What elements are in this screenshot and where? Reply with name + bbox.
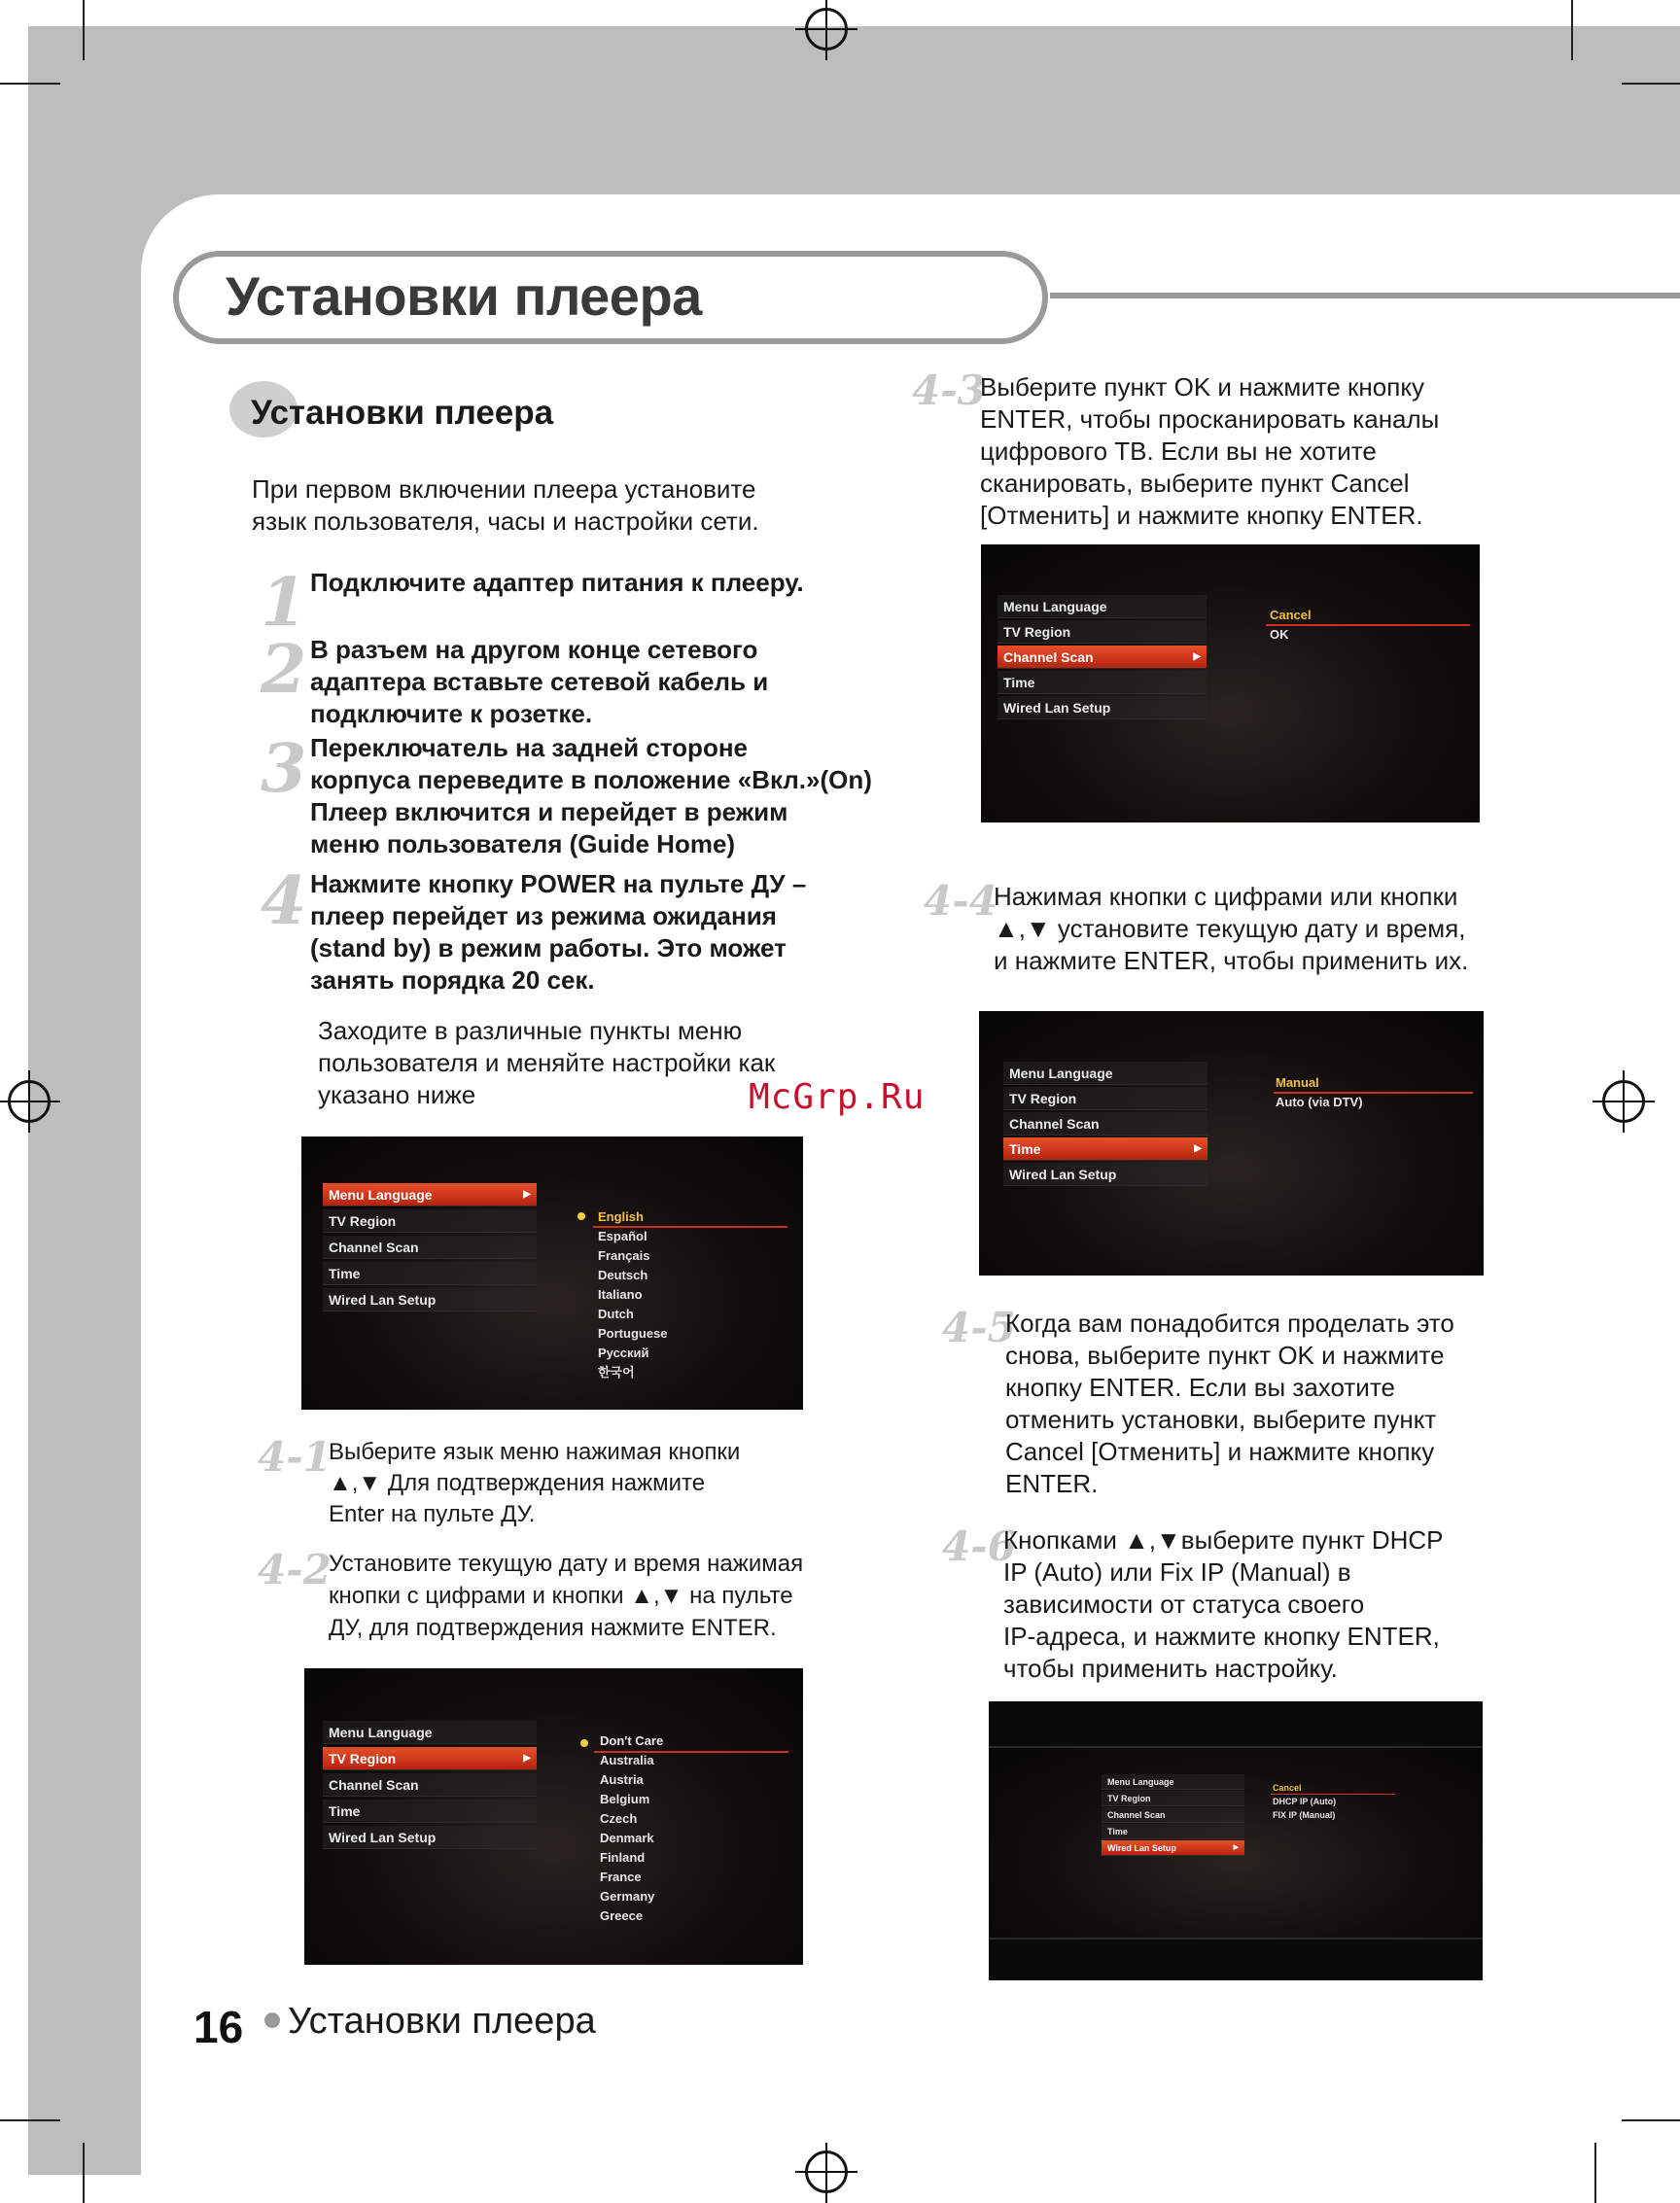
substep-number: 4-4: [924, 877, 998, 925]
substep-text: [329, 1548, 803, 1644]
page-number: 16: [193, 2002, 244, 2052]
menu-item: TV Region: [323, 1209, 537, 1233]
step-number: 2: [261, 631, 307, 709]
selected-dot-icon: [580, 1739, 588, 1747]
option: Deutsch: [598, 1268, 648, 1282]
substep-line: Нажимая кнопки с цифрами или кнопки: [994, 882, 1458, 911]
option: Germany: [600, 1889, 655, 1904]
tv-screen-scan: [981, 544, 1480, 822]
substep-line: [Отменить] и нажмите кнопку ENTER.: [980, 501, 1423, 530]
selected-dot-icon: [578, 1212, 585, 1220]
menu-item: Time: [1102, 1824, 1244, 1839]
option: Manual: [1276, 1075, 1319, 1090]
menu-item: Menu Language: [1102, 1774, 1244, 1790]
page-title: Установки плеера: [226, 265, 702, 327]
registration-mark: [0, 1101, 60, 1102]
menu-item: Channel Scan: [323, 1773, 537, 1797]
step-text: [310, 868, 806, 997]
step-line: плеер перейдет из режима ожидания: [310, 901, 777, 930]
menu-item: TV Region: [998, 620, 1207, 644]
step-line: занять порядка 20 сек.: [310, 965, 595, 995]
footer-bullet: [264, 2012, 280, 2028]
crop-mark: [0, 2119, 60, 2121]
registration-mark: [1623, 1070, 1625, 1133]
option: Cancel: [1273, 1783, 1302, 1793]
step-line: Подключите адаптер питания к плееру.: [310, 568, 804, 597]
menu-item: Channel Scan: [1003, 1112, 1208, 1136]
step-line: адаптера вставьте сетевой кабель и: [310, 667, 769, 696]
substep-line: цифрового ТВ. Если вы не хотите: [980, 437, 1377, 466]
option: DHCP IP (Auto): [1273, 1797, 1337, 1806]
step-number: 4: [261, 862, 307, 940]
substep-line: IP-адреса, и нажмите кнопку ENTER,: [1003, 1622, 1440, 1651]
menu-item: Time: [323, 1262, 537, 1285]
arrow-right-icon: ▶: [1194, 1143, 1202, 1154]
substep-text: [980, 371, 1439, 532]
note-line: пользователя и меняйте настройки как: [318, 1048, 776, 1077]
registration-mark: [825, 2143, 827, 2203]
step-line: (stand by) в режим работы. Это может: [310, 933, 787, 962]
menu-item: Time ▶: [1003, 1137, 1208, 1161]
option: Русский: [598, 1346, 649, 1360]
step-line: Плеер включится и перейдет в режим: [310, 797, 788, 826]
option: Français: [598, 1248, 650, 1263]
tv-screen-lan: [989, 1701, 1483, 1980]
step-line: Нажмите кнопку POWER на пульте ДУ –: [310, 869, 807, 898]
substep-line: ENTER, чтобы просканировать каналы: [980, 404, 1440, 434]
substep-line: снова, выберите пункт OK и нажмите: [1005, 1341, 1445, 1370]
substep-line: кнопки с цифрами и кнопки ▲,▼ на пульте: [329, 1583, 793, 1609]
registration-mark: [825, 0, 827, 60]
substep-line: Когда вам понадобится проделать это: [1005, 1309, 1454, 1338]
option: FIX IP (Manual): [1273, 1810, 1336, 1820]
crop-mark: [83, 0, 85, 60]
step-line: Переключатель на задней стороне: [310, 733, 748, 762]
arrow-right-icon: ▶: [523, 1189, 531, 1200]
substep-line: Выберите пункт OK и нажмите кнопку: [980, 372, 1424, 402]
option: Denmark: [600, 1831, 654, 1845]
option: Austria: [600, 1772, 644, 1787]
note-line: Заходите в различные пункты меню: [318, 1016, 743, 1045]
intro-line: При первом включении плеера установите: [252, 474, 756, 504]
divider: [989, 1938, 1483, 1940]
substep-text: [1003, 1524, 1444, 1685]
menu-item: TV Region: [1003, 1087, 1208, 1110]
crop-mark: [1571, 0, 1573, 60]
step-number: 1: [261, 564, 307, 642]
substep-line: отменить установки, выберите пункт: [1005, 1405, 1437, 1434]
arrow-right-icon: ▶: [1233, 1844, 1239, 1851]
option: Español: [598, 1229, 648, 1243]
menu-item: Menu Language ▶: [323, 1183, 537, 1206]
substep-line: зависимости от статуса своего: [1003, 1590, 1365, 1619]
intro-line: язык пользователя, часы и настройки сети.: [252, 507, 759, 536]
option: OK: [1270, 627, 1289, 642]
step-line: подключите к розетке.: [310, 699, 593, 728]
section-title: Установки плеера: [251, 394, 554, 432]
option: Cancel: [1270, 608, 1312, 622]
substep-number: 4-6: [942, 1522, 1016, 1570]
step-line: меню пользователя (Guide Home): [310, 829, 736, 858]
crop-mark: [83, 2143, 85, 2203]
option: Australia: [600, 1753, 654, 1767]
substep-line: ▲,▼ установите текущую дату и время,: [994, 914, 1466, 943]
arrow-right-icon: ▶: [1193, 651, 1201, 662]
menu-item: Time: [998, 671, 1207, 694]
menu-item: TV Region: [1102, 1791, 1244, 1806]
substep-line: Установите текущую дату и время нажимая: [329, 1551, 804, 1577]
arrow-right-icon: ▶: [523, 1753, 531, 1764]
option: Finland: [600, 1850, 646, 1865]
option: Italiano: [598, 1287, 643, 1302]
step-text: [310, 567, 804, 599]
menu-item: Wired Lan Setup: [998, 696, 1207, 719]
note-text: [318, 1015, 775, 1111]
substep-line: Кнопками ▲,▼выберите пункт DHCP: [1003, 1525, 1444, 1555]
menu-item: Channel Scan ▶: [998, 646, 1207, 669]
tv-screen-language: [301, 1136, 803, 1410]
menu-item: Menu Language: [998, 595, 1207, 618]
step-line: В разъем на другом конце сетевого: [310, 635, 758, 664]
substep-text: [329, 1437, 740, 1530]
option: Auto (via DTV): [1276, 1095, 1363, 1109]
substep-line: ▲,▼ Для подтверждения нажмите: [329, 1470, 706, 1496]
substep-line: кнопку ENTER. Если вы захотите: [1005, 1373, 1395, 1402]
registration-mark: [28, 1070, 30, 1133]
menu-item: Channel Scan: [1102, 1807, 1244, 1823]
footer-title: Установки плеера: [288, 2001, 596, 2042]
crop-mark: [1622, 2119, 1680, 2121]
option: Portuguese: [598, 1326, 668, 1341]
note-line: указано ниже: [318, 1080, 476, 1109]
step-text: [310, 732, 872, 860]
watermark: McGrp.Ru: [749, 1077, 926, 1117]
option: English: [598, 1209, 644, 1224]
menu-item: Wired Lan Setup: [323, 1288, 537, 1311]
option: Dutch: [598, 1307, 634, 1321]
option: Don't Care: [600, 1733, 664, 1748]
substep-line: сканировать, выберите пункт Cancel: [980, 469, 1410, 498]
option: Czech: [600, 1811, 638, 1826]
substep-text: [994, 881, 1468, 977]
substep-line: ENTER.: [1005, 1469, 1099, 1498]
step-text: [310, 634, 768, 730]
menu-item: Menu Language: [1003, 1062, 1208, 1085]
substep-number: 4-2: [258, 1546, 332, 1593]
substep-line: Cancel [Отменить] и нажмите кнопку: [1005, 1437, 1435, 1466]
menu-item: Wired Lan Setup: [1003, 1163, 1208, 1186]
substep-number: 4-3: [912, 367, 986, 414]
menu-item: Channel Scan: [323, 1236, 537, 1259]
menu-item: TV Region ▶: [323, 1747, 537, 1770]
substep-number: 4-5: [942, 1304, 1016, 1351]
substep-line: Enter на пульте ДУ.: [329, 1501, 536, 1527]
substep-text: [1005, 1308, 1454, 1500]
option: Greece: [600, 1908, 644, 1923]
option: France: [600, 1870, 642, 1884]
tv-screen-time: [979, 1011, 1484, 1276]
substep-number: 4-1: [258, 1433, 332, 1481]
title-rule: [1050, 293, 1680, 298]
step-number: 3: [261, 730, 307, 808]
substep-line: чтобы применить настройку.: [1003, 1654, 1338, 1683]
menu-item: Menu Language: [323, 1721, 537, 1744]
substep-line: IP (Auto) или Fix IP (Manual) в: [1003, 1557, 1351, 1587]
intro-text: [252, 473, 759, 538]
substep-line: и нажмите ENTER, чтобы применить их.: [994, 946, 1469, 975]
substep-line: ДУ, для подтверждения нажмите ENTER.: [329, 1615, 777, 1641]
crop-mark: [1622, 83, 1680, 85]
option: 한국어: [598, 1365, 635, 1380]
crop-mark: [1594, 2143, 1596, 2203]
substep-line: Выберите язык меню нажимая кнопки: [329, 1439, 741, 1465]
crop-mark: [0, 83, 60, 85]
menu-item: Wired Lan Setup ▶: [1102, 1840, 1244, 1856]
tv-screen-region: [304, 1668, 803, 1965]
option: Belgium: [600, 1792, 650, 1806]
menu-item: Time: [323, 1800, 537, 1823]
step-line: корпуса переведите в положение «Вкл.»(On): [310, 765, 872, 794]
menu-item: Wired Lan Setup: [323, 1826, 537, 1849]
